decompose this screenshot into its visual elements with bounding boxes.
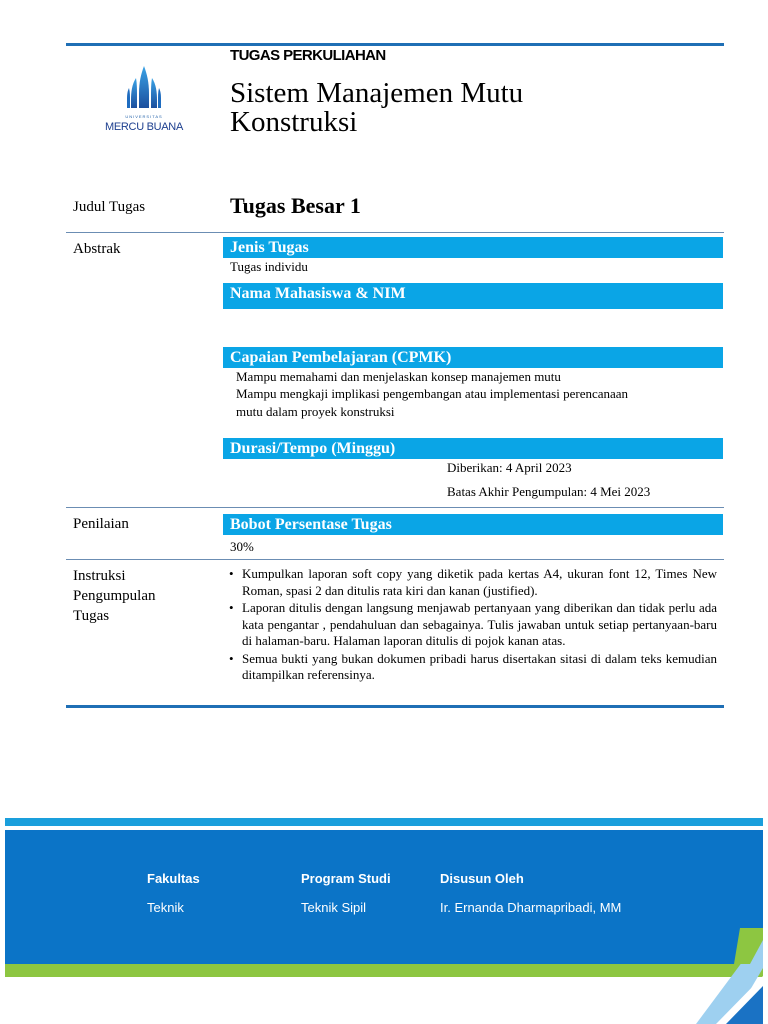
diberikan-date: Diberikan: 4 April 2023 xyxy=(447,460,572,475)
corner-decoration-icon xyxy=(680,928,763,1024)
course-title xyxy=(230,79,670,137)
disusun-label: Disusun Oleh xyxy=(440,871,524,886)
instruksi-label-line2: Pengumpulan xyxy=(73,588,156,604)
instruksi-list xyxy=(229,566,717,685)
course-title-line1: Sistem Manajemen Mutu xyxy=(230,77,524,109)
prodi-label: Program Studi xyxy=(301,871,391,886)
abstrak-label: Abstrak xyxy=(73,241,121,257)
bobot-heading: Bobot Persentase Tugas xyxy=(223,514,723,535)
row-divider xyxy=(66,507,724,508)
footer xyxy=(5,830,763,964)
logo-emblem-icon xyxy=(96,64,192,114)
instruksi-label-line1: Instruksi xyxy=(73,568,126,584)
cpmk-line-1: Mampu memahami dan menjelaskan konsep manajemen mutu xyxy=(236,369,561,384)
footer-accent-bar xyxy=(5,818,763,826)
row-divider xyxy=(66,232,724,233)
list-item: • Semua bukti yang bukan dokumen pribadi harus disertakan sitasi di dalam teks kemudian ditampilkan referensinya. xyxy=(229,651,717,684)
disusun-value: Ir. Ernanda Dharmapribadi, MM xyxy=(440,900,622,915)
logo-small-text: UNIVERSITAS xyxy=(125,114,163,119)
course-title-line2: Konstruksi xyxy=(230,106,358,138)
durasi-heading: Durasi/Tempo (Minggu) xyxy=(223,438,723,459)
prodi-value: Teknik Sipil xyxy=(301,900,367,915)
cpmk-line-2: Mampu mengkaji implikasi pengembangan atau implementasi perencanaan xyxy=(236,386,629,401)
jenis-tugas-heading: Jenis Tugas xyxy=(223,237,723,258)
fakultas-label: Fakultas xyxy=(147,871,200,886)
list-item: • Laporan ditulis dengan langsung menjawab pertanyaan yang diberikan dan tidak perlu ada kata pengantar , pendahuluan dan sebagainya. Tulis jawaban untuk setiap pertanyaan-baru di halaman-baru. Halaman laporan ditulis di pojok kanan atas. xyxy=(229,600,717,650)
fakultas-value: Teknik xyxy=(147,900,184,915)
bobot-value: 30% xyxy=(230,539,254,554)
list-item: • Kumpulkan laporan soft copy yang diketik pada kertas A4, ukuran font 12, Times New Roman, spasi 2 dan ditulis rata kiri dan kanan (justified). xyxy=(229,566,717,599)
nama-mahasiswa-heading: Nama Mahasiswa & NIM xyxy=(223,283,723,309)
cpmk-heading: Capaian Pembelajaran (CPMK) xyxy=(223,347,723,368)
batas-date: Batas Akhir Pengumpulan: 4 Mei 2023 xyxy=(447,484,651,499)
instruksi-label-line3: Tugas xyxy=(73,608,110,624)
cpmk-line-3: mutu dalam proyek konstruksi xyxy=(236,404,395,419)
footer-green-bar xyxy=(5,964,763,977)
bottom-rule xyxy=(66,705,724,708)
judul-label: Judul Tugas xyxy=(73,199,146,215)
jenis-tugas-value: Tugas individu xyxy=(230,259,308,274)
row-divider xyxy=(66,559,724,560)
logo-text: MERCU BUANA xyxy=(105,121,183,133)
penilaian-label: Penilaian xyxy=(73,516,129,532)
university-logo xyxy=(96,64,192,146)
instruksi-label xyxy=(73,566,156,626)
judul-value: Tugas Besar 1 xyxy=(230,193,361,218)
document-tag: TUGAS PERKULIAHAN xyxy=(230,47,386,64)
top-rule xyxy=(66,43,724,46)
